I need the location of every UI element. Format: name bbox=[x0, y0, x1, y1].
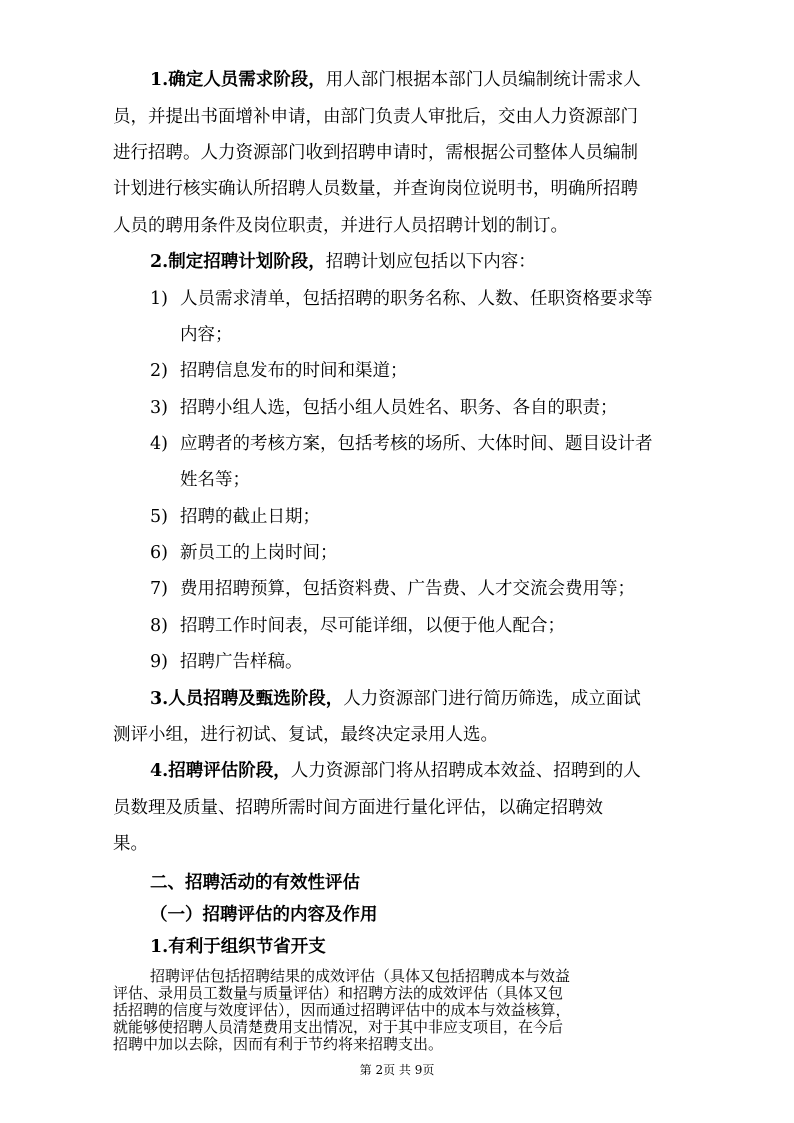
page-footer: 第 2页 共 9页 bbox=[359, 1063, 435, 1077]
list-num-7: 7) bbox=[150, 579, 168, 599]
item3-line1 bbox=[150, 688, 690, 710]
item4-text: 人力资源部门将从招聘成本效益、招聘到的人 bbox=[290, 761, 641, 781]
list-text-2: 招聘信息发布的时间和渠道； bbox=[180, 361, 408, 381]
list-num-3: 3) bbox=[150, 398, 168, 418]
item1-line4: 计划进行核实确认所招聘人员数量，并查询岗位说明书，明确所招聘 bbox=[113, 179, 638, 199]
list-num-1: 1) bbox=[150, 289, 168, 309]
item1-title: 1.确定人员需求阶段， bbox=[150, 70, 326, 90]
item2-title: 2.制定招聘计划阶段， bbox=[150, 252, 326, 272]
section2-subtitle: （一）招聘评估的内容及作用 bbox=[150, 905, 378, 925]
list-text-6: 新员工的上岗时间； bbox=[180, 543, 338, 563]
list-text-1-line1: 人员需求清单，包括招聘的职务名称、人数、任职资格要求等 bbox=[180, 289, 653, 309]
section2-point1: 1.有利于组织节省开支 bbox=[150, 937, 326, 957]
item2-text: 招聘计划应包括以下内容： bbox=[325, 252, 536, 272]
item1-text: 用人部门根据本部门人员编制统计需求人 bbox=[325, 70, 641, 90]
list-text-7: 费用招聘预算，包括资料费、广告费、人才交流会费用等； bbox=[180, 579, 635, 599]
list-text-4-line2: 姓名等； bbox=[180, 470, 250, 490]
list-text-5: 招聘的截止日期； bbox=[180, 507, 320, 527]
list-text-8: 招聘工作时间表，尽可能详细，以便于他人配合； bbox=[180, 616, 565, 636]
item3-title: 3.人员招聘及甄选阶段， bbox=[150, 689, 344, 709]
list-text-4-line1: 应聘者的考核方案，包括考核的场所、大体时间、题目设计者 bbox=[180, 434, 653, 454]
item4-line3: 果。 bbox=[113, 834, 148, 854]
list-num-2: 2) bbox=[150, 361, 168, 381]
para-line3: 括招聘的信度与效度评估），因而通过招聘评估中的成本与效益核算， bbox=[113, 1002, 571, 1019]
para-line4: 就能够使招聘人员清楚费用支出情况，对于其中非应支项目，在今后 bbox=[113, 1019, 564, 1036]
list-num-8: 8) bbox=[150, 616, 168, 636]
para-line2: 评估、录用员工数量与质量评估）和招聘方法的成效评估（具体又包 bbox=[113, 985, 564, 1002]
item4-line2: 员数理及质量、招聘所需时间方面进行量化评估，以确定招聘效 bbox=[113, 798, 603, 818]
list-text-1-line2: 内容； bbox=[180, 325, 233, 345]
item2-line1 bbox=[150, 251, 690, 273]
para-line5: 招聘中加以去除，因而有利于节约将来招聘支出。 bbox=[113, 1036, 444, 1053]
item1-line2: 员，并提出书面增补申请，由部门负责人审批后，交由人力资源部门 bbox=[113, 107, 638, 127]
item3-line2: 测评小组，进行初试、复试，最终决定录用人选。 bbox=[113, 725, 498, 745]
item1-line5: 人员的聘用条件及岗位职责，并进行人员招聘计划的制订。 bbox=[113, 216, 568, 236]
item4-title: 4.招聘评估阶段， bbox=[150, 761, 291, 781]
item3-text: 人力资源部门进行简历筛选，成立面试 bbox=[343, 689, 641, 709]
item1-line3: 进行招聘。人力资源部门收到招聘申请时，需根据公司整体人员编制 bbox=[113, 143, 638, 163]
item4-line1 bbox=[150, 760, 690, 782]
section2-title: 二、招聘活动的有效性评估 bbox=[150, 873, 360, 893]
list-text-9: 招聘广告样稿。 bbox=[180, 652, 303, 672]
list-num-6: 6) bbox=[150, 543, 168, 563]
list-num-5: 5) bbox=[150, 507, 168, 527]
para-line1: 招聘评估包括招聘结果的成效评估（具体又包括招聘成本与效益 bbox=[150, 968, 571, 985]
list-num-9: 9) bbox=[150, 652, 168, 672]
list-num-4: 4) bbox=[150, 434, 168, 454]
item1-line1 bbox=[150, 69, 690, 91]
list-text-3: 招聘小组人选，包括小组人员姓名、职务、各自的职责； bbox=[180, 398, 618, 418]
